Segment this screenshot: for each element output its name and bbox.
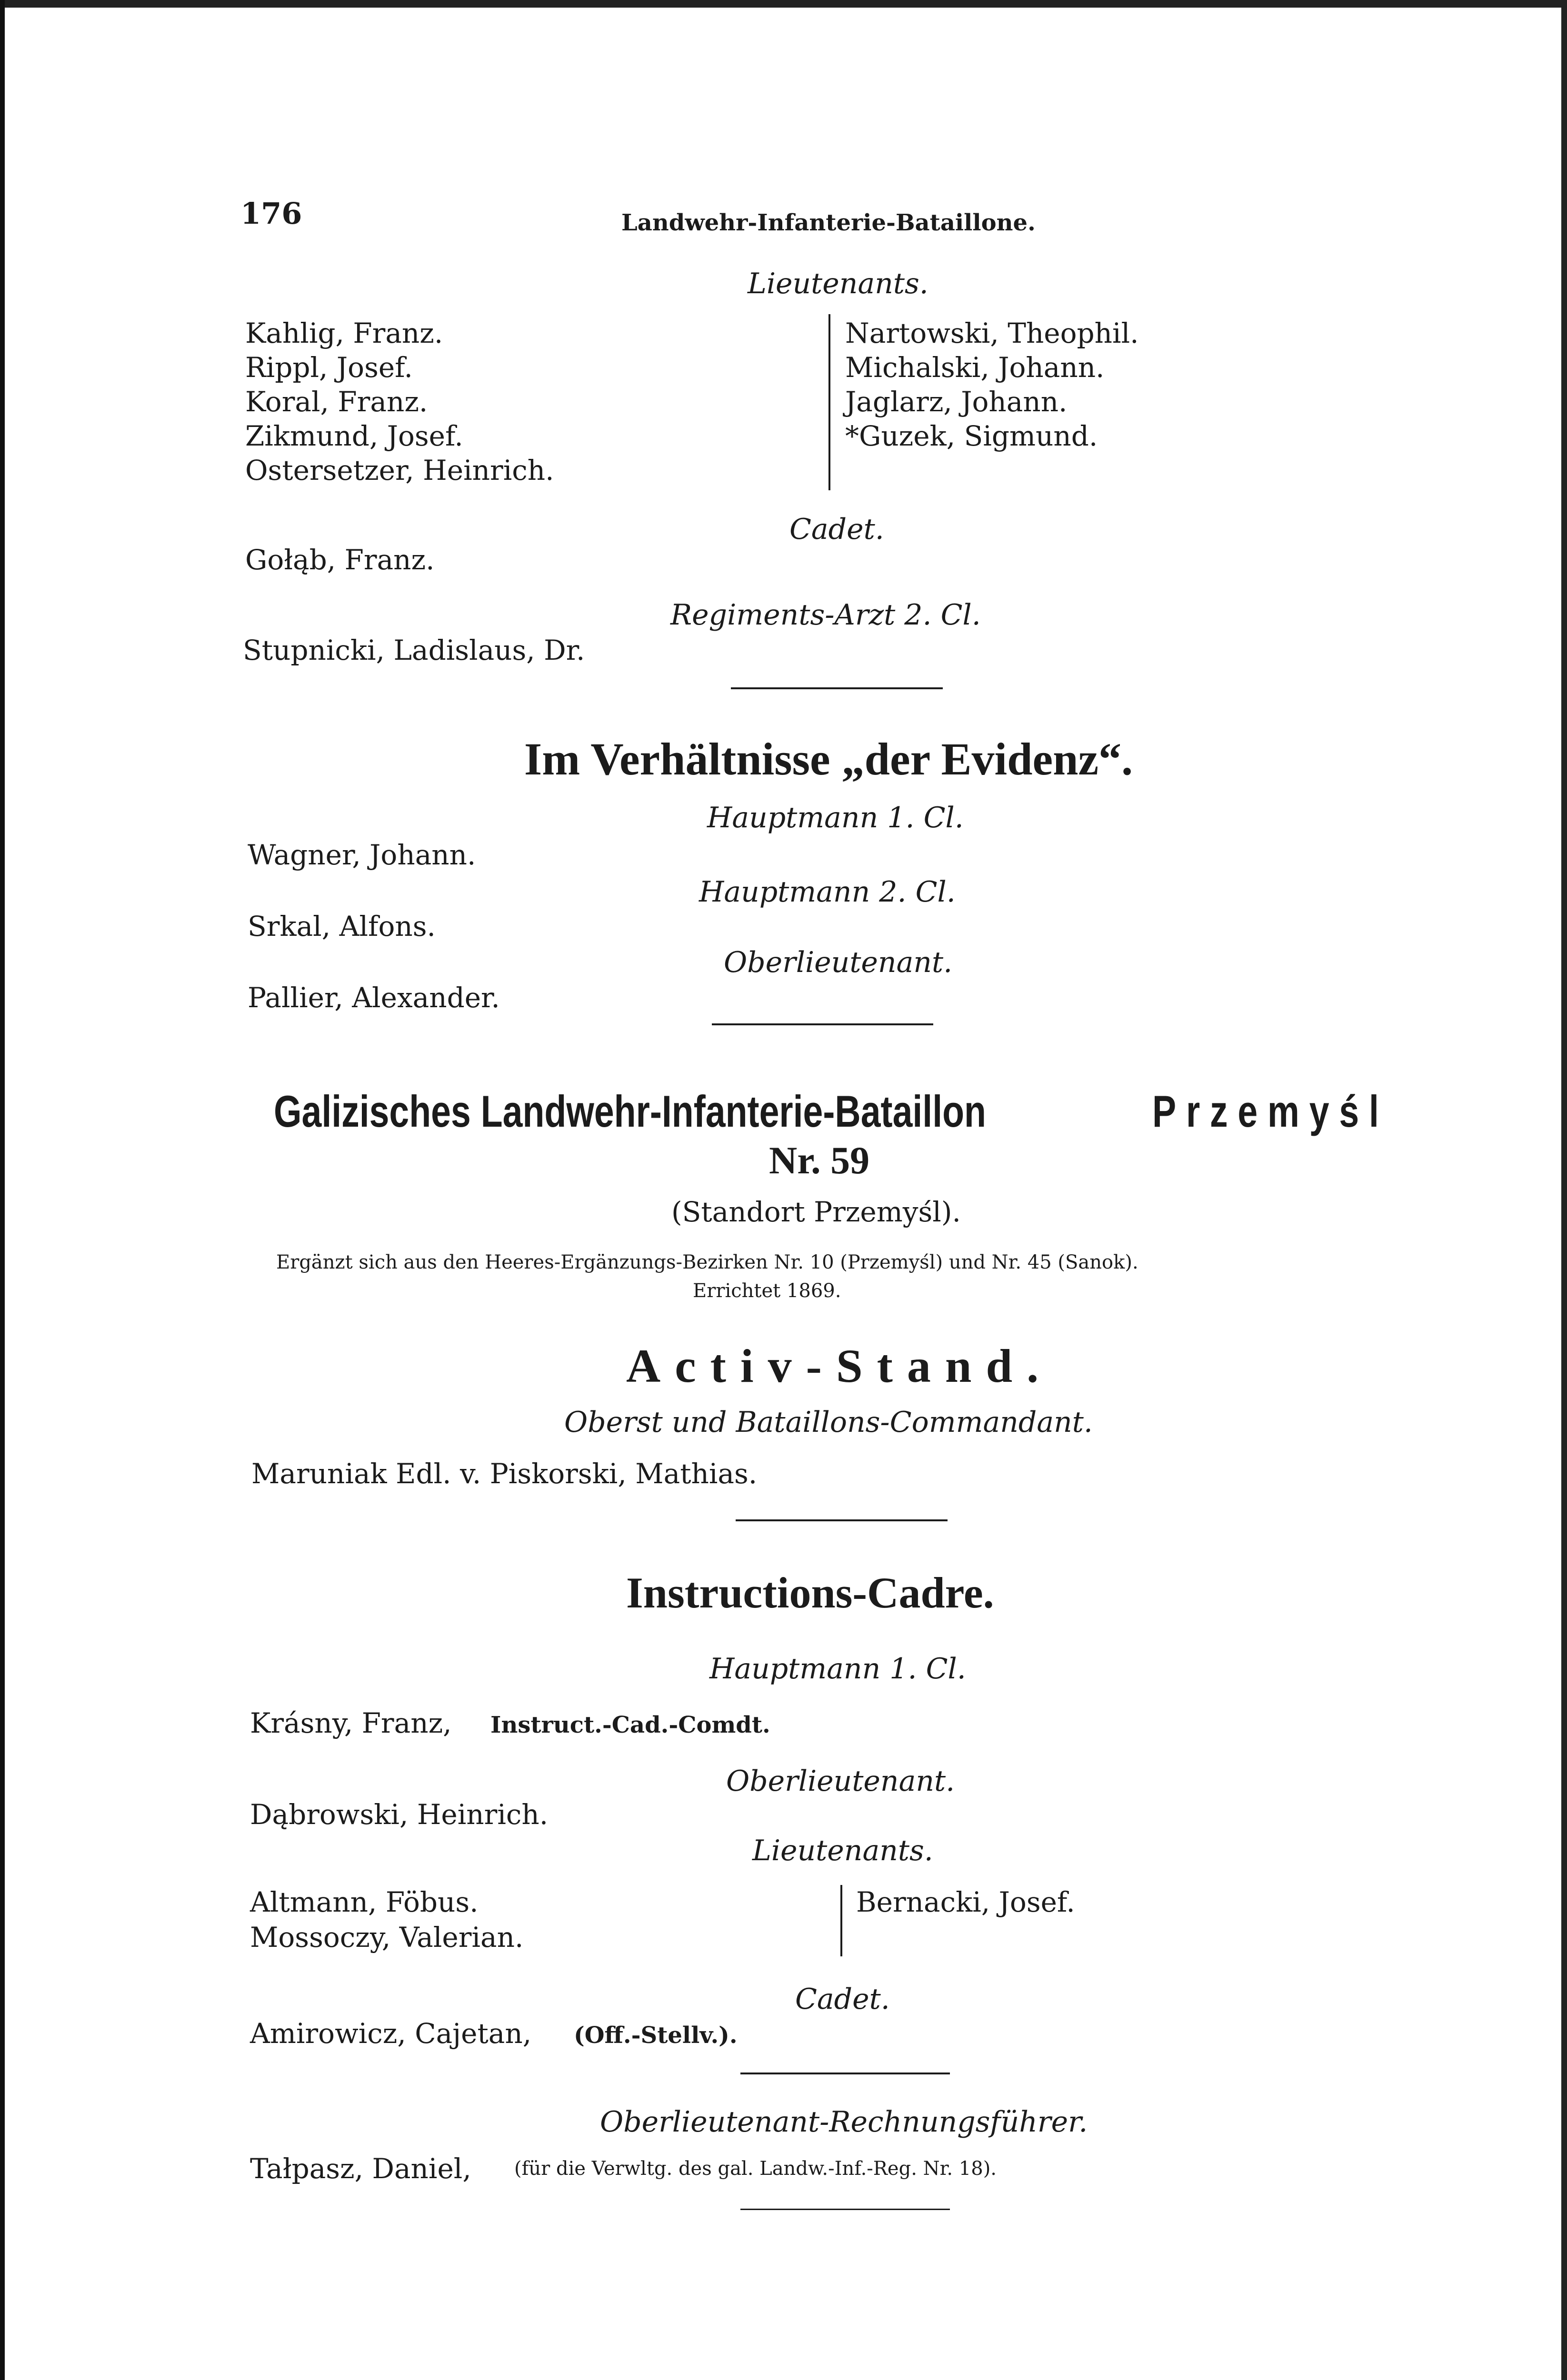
cadre-hauptmann-note: Instruct.-Cad.-Comdt. [490,1712,770,1738]
lieutenant-name: Ostersetzer, Heinrich. [245,454,554,486]
lieutenant-name: Zikmund, Josef. [245,420,463,452]
rechnungsfuehrer-name: Tałpasz, Daniel, [250,2152,471,2185]
hauptmann2-name: Srkal, Alfons. [248,910,436,942]
section-rule [736,1519,948,1521]
rechnungsfuehrer-note: (für die Verwltg. des gal. Landw.-Inf.-Reg. Nr. 18). [514,2158,997,2180]
battalion-standort: (Standort Przemyśl). [671,1196,961,1228]
regiments-arzt-name: Stupnicki, Ladislaus, Dr. [243,634,585,666]
battalion-errichtet: Errichtet 1869. [693,1280,841,1302]
lieutenant-name: Michalski, Johann. [845,351,1105,384]
cadre-hauptmann-heading: Hauptmann 1. Cl. [709,1652,966,1686]
oberlieutenant-name: Pallier, Alexander. [248,982,500,1014]
commandant-name: Maruniak Edl. v. Piskorski, Mathias. [251,1458,758,1490]
lieutenant-name: Jaglarz, Johann. [845,386,1068,418]
scan-edge-left [0,0,5,2380]
column-divider [840,1885,842,1956]
cadre-lieutenants-heading: Lieutenants. [752,1834,933,1867]
cadre-oberlieutenant-heading: Oberlieutenant. [726,1765,955,1798]
lieutenants-heading: Lieutenants. [748,267,928,300]
battalion-city: Przemyśl [1152,1086,1389,1136]
cadre-hauptmann-name: Krásny, Franz, [250,1707,452,1739]
rechnungsfuehrer-heading: Oberlieutenant-Rechnungsführer. [600,2105,1088,2139]
scan-edge-top [0,0,1567,8]
cadre-lieutenant-name: Bernacki, Josef. [856,1886,1075,1918]
section-rule [712,1023,933,1025]
cadre-cadet-heading: Cadet. [795,1983,890,2016]
hauptmann2-heading: Hauptmann 2. Cl. [699,875,956,909]
cadre-cadet-name: Amirowicz, Cajetan, [250,2017,532,2050]
cadre-title: Instructions-Cadre. [626,1568,994,1617]
cadre-oberlieutenant-name: Dąbrowski, Heinrich. [250,1798,549,1831]
battalion-title: Galizisches Landwehr-Infanterie-Bataillon [274,1086,986,1136]
section-rule [731,687,943,689]
hauptmann1-name: Wagner, Johann. [248,839,476,871]
lieutenant-name: Kahlig, Franz. [245,317,443,349]
page-number: 176 [240,196,302,231]
lieutenant-name: Nartowski, Theophil. [845,317,1139,349]
scan-edge-right [1561,0,1567,2380]
oberlieutenant-heading: Oberlieutenant. [724,946,953,979]
battalion-erganzt: Ergänzt sich aus den Heeres-Ergänzungs-Bezirken Nr. 10 (Przemyśl) und Nr. 45 (Sanok). [276,1251,1138,1273]
column-divider [828,314,830,490]
evidenz-title: Im Verhältnisse „der Evidenz“. [524,734,1133,784]
hauptmann1-heading: Hauptmann 1. Cl. [707,801,964,834]
lieutenant-name: Rippl, Josef. [245,351,413,384]
cadet-heading: Cadet. [789,513,884,546]
lieutenant-name: Koral, Franz. [245,386,428,418]
cadet-name: Gołąb, Franz. [245,544,435,576]
commandant-heading: Oberst und Bataillons-Commandant. [564,1406,1093,1439]
section-rule [740,2073,950,2074]
cadre-cadet-note: (Off.-Stellv.). [574,2022,738,2049]
cadre-lieutenant-name: Mossoczy, Valerian. [250,1921,524,1954]
battalion-number: Nr. 59 [769,1139,870,1182]
cadre-lieutenant-name: Altmann, Föbus. [250,1886,479,1918]
activ-stand-title: Activ-Stand. [626,1339,1053,1392]
lieutenant-name: *Guzek, Sigmund. [845,420,1098,452]
regiments-arzt-heading: Regiments-Arzt 2. Cl. [670,598,981,632]
running-title: Landwehr-Infanterie-Bataillone. [621,209,1036,236]
section-rule [740,2209,950,2210]
